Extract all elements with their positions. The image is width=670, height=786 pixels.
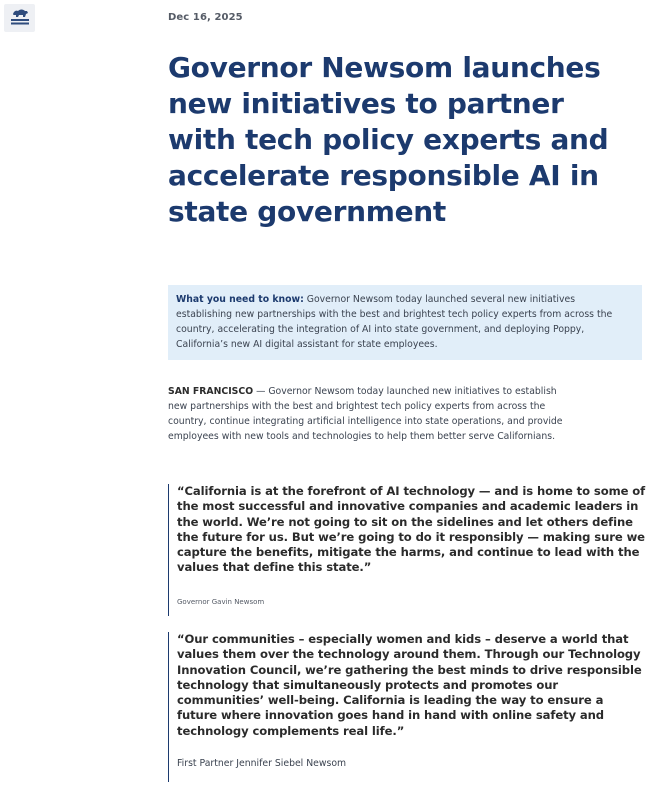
quote-siebel-newsom	[168, 632, 647, 782]
lead-text: — Governor Newsom today launched new initiatives to establish new partnerships with the best and brightest tech policy experts from across the country, continue integrating artificial intelligence into state operations, and provide employees with new tools and technologies to help them better serve Californians.	[168, 386, 563, 442]
quote-text: “California is at the forefront of AI technology — and is home to some of the most successful and innovative companies and academic leaders in the world. We’re not going to sit on the sidelines and let others define the future for us. But we’re going to do it responsibly — making sure we capture the benefits, mitigate the harms, and continue to lead with the values that define this state.”	[177, 484, 646, 575]
california-bear-flag-icon	[9, 6, 31, 30]
quote-attribution: First Partner Jennifer Siebel Newsom	[177, 758, 347, 769]
quote-text: “Our communities – especially women and kids – deserve a world that values them over the technology around them. Through our Technology Innovation Council, we’re gathering the best minds to drive responsible technology that simultaneously protects and promotes our communities’ well-being. California is leading the way to ensure a future where innovation goes hand in hand with online safety and technology complements real life.”	[177, 632, 642, 738]
ca-gov-logo-link[interactable]	[4, 4, 35, 32]
lead-paragraph	[168, 384, 568, 444]
need-to-know-label: What you need to know:	[176, 294, 304, 305]
quote-newsom	[168, 484, 647, 616]
dateline: SAN FRANCISCO	[168, 386, 254, 397]
article-title: Governor Newsom launches new initiatives to partner with tech policy experts and accelerate responsible AI in state government	[168, 51, 609, 228]
need-to-know-callout	[168, 285, 642, 360]
quote-attribution: Governor Gavin Newsom	[177, 598, 265, 606]
need-to-know-text: Governor Newsom today launched several new initiatives establishing new partnerships with the best and brightest tech policy experts from across the country, accelerating the integration of AI into state government, and deploying Poppy, California’s new AI digital assistant for state employees.	[176, 294, 613, 350]
article-date: Dec 16, 2025	[168, 12, 243, 23]
